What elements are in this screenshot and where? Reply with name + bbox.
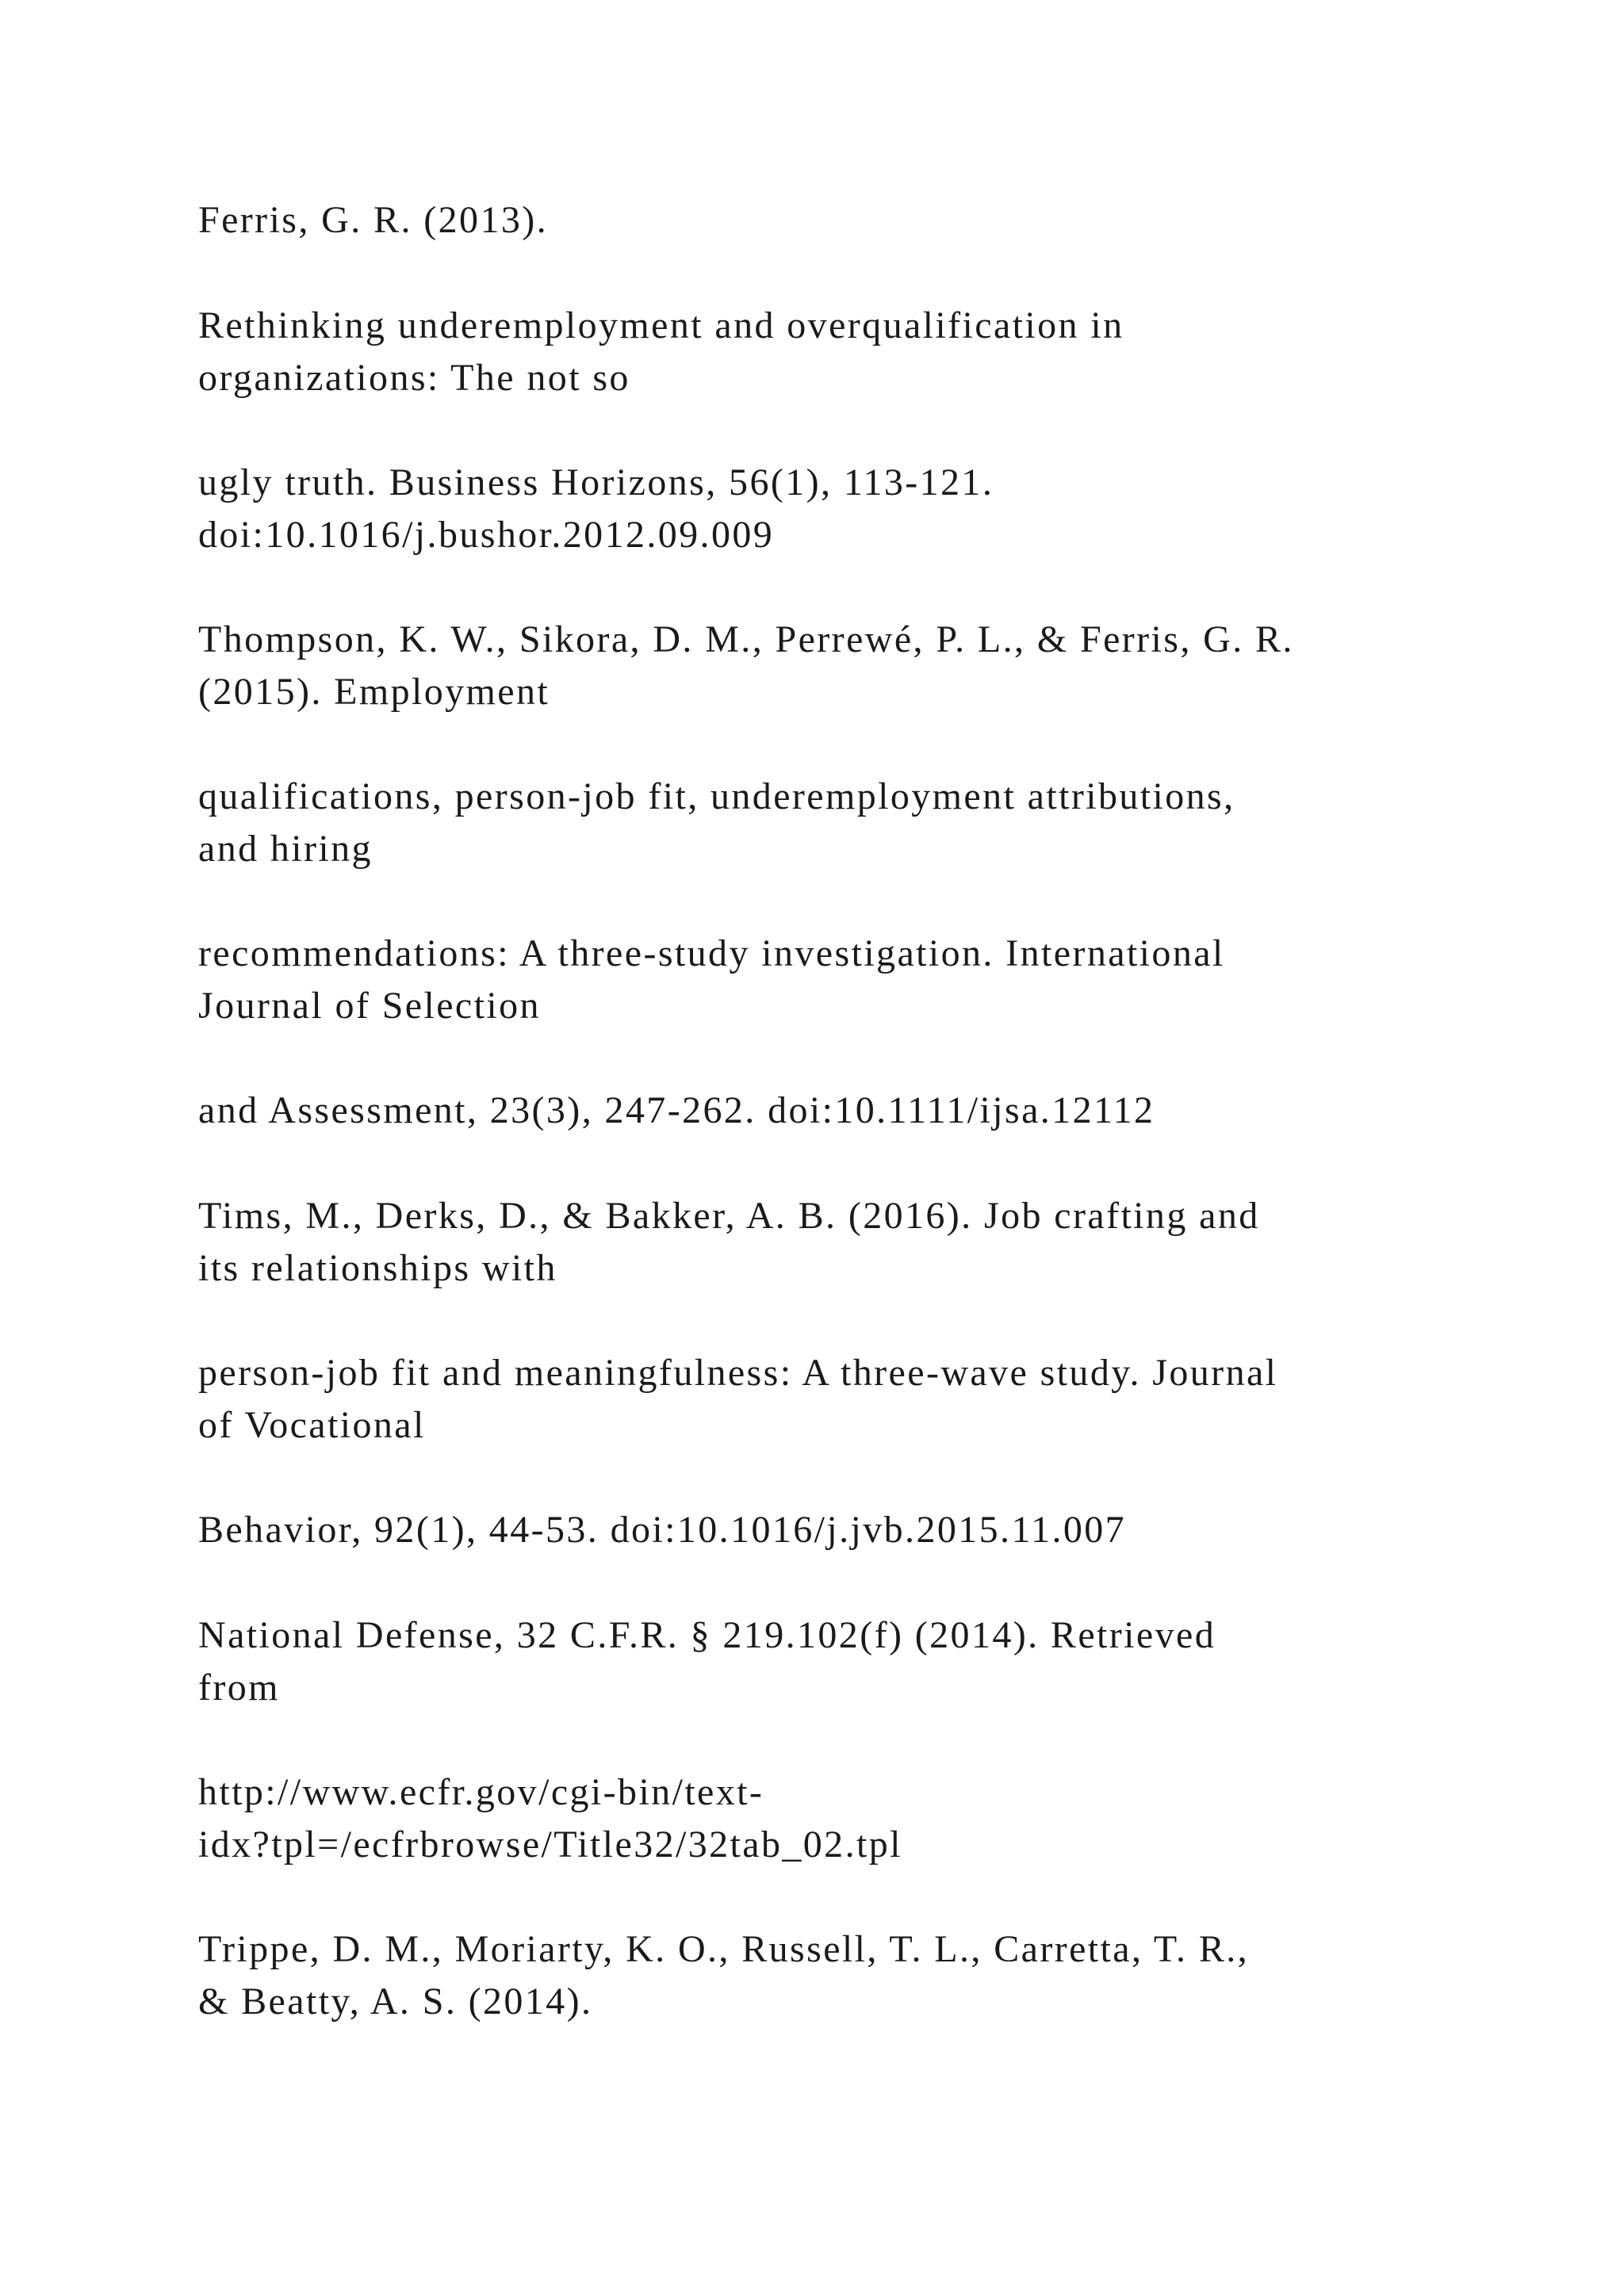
reference-paragraph: qualifications, person-job fit, underemployment attributions, and hiring <box>198 775 1235 870</box>
reference-paragraph: and Assessment, 23(3), 247-262. doi:10.1111/ijsa.12112 <box>198 1089 1155 1131</box>
reference-paragraph: recommendations: A three-study investigation. International Journal of Selection <box>198 932 1225 1027</box>
reference-paragraph: Trippe, D. M., Moriarty, K. O., Russell, T. L., Carretta, T. R., & Beatty, A. S. (2014). <box>198 1928 1250 2022</box>
reference-paragraph: National Defense, 32 C.F.R. § 219.102(f) (2014). Retrieved from <box>198 1614 1216 1709</box>
reference-paragraph: Behavior, 92(1), 44-53. doi:10.1016/j.jvb.2015.11.007 <box>198 1509 1127 1551</box>
reference-paragraph: Thompson, K. W., Sikora, D. M., Perrewé, P. L., & Ferris, G. R. (2015). Employment <box>198 618 1294 713</box>
reference-paragraph: http://www.ecfr.gov/cgi-bin/text- idx?tpl=/ecfrbrowse/Title32/32tab_02.tpl <box>198 1771 902 1866</box>
reference-paragraph: ugly truth. Business Horizons, 56(1), 113-121. doi:10.1016/j.bushor.2012.09.009 <box>198 461 994 556</box>
reference-paragraph: Ferris, G. R. (2013). <box>198 199 549 241</box>
reference-paragraph: Rethinking underemployment and overqualification in organizations: The not so <box>198 304 1124 399</box>
reference-paragraph: Tims, M., Derks, D., & Bakker, A. B. (2016). Job crafting and its relationships with <box>198 1195 1260 1289</box>
reference-paragraph: person-job fit and meaningfulness: A three-wave study. Journal of Vocational <box>198 1352 1278 1446</box>
